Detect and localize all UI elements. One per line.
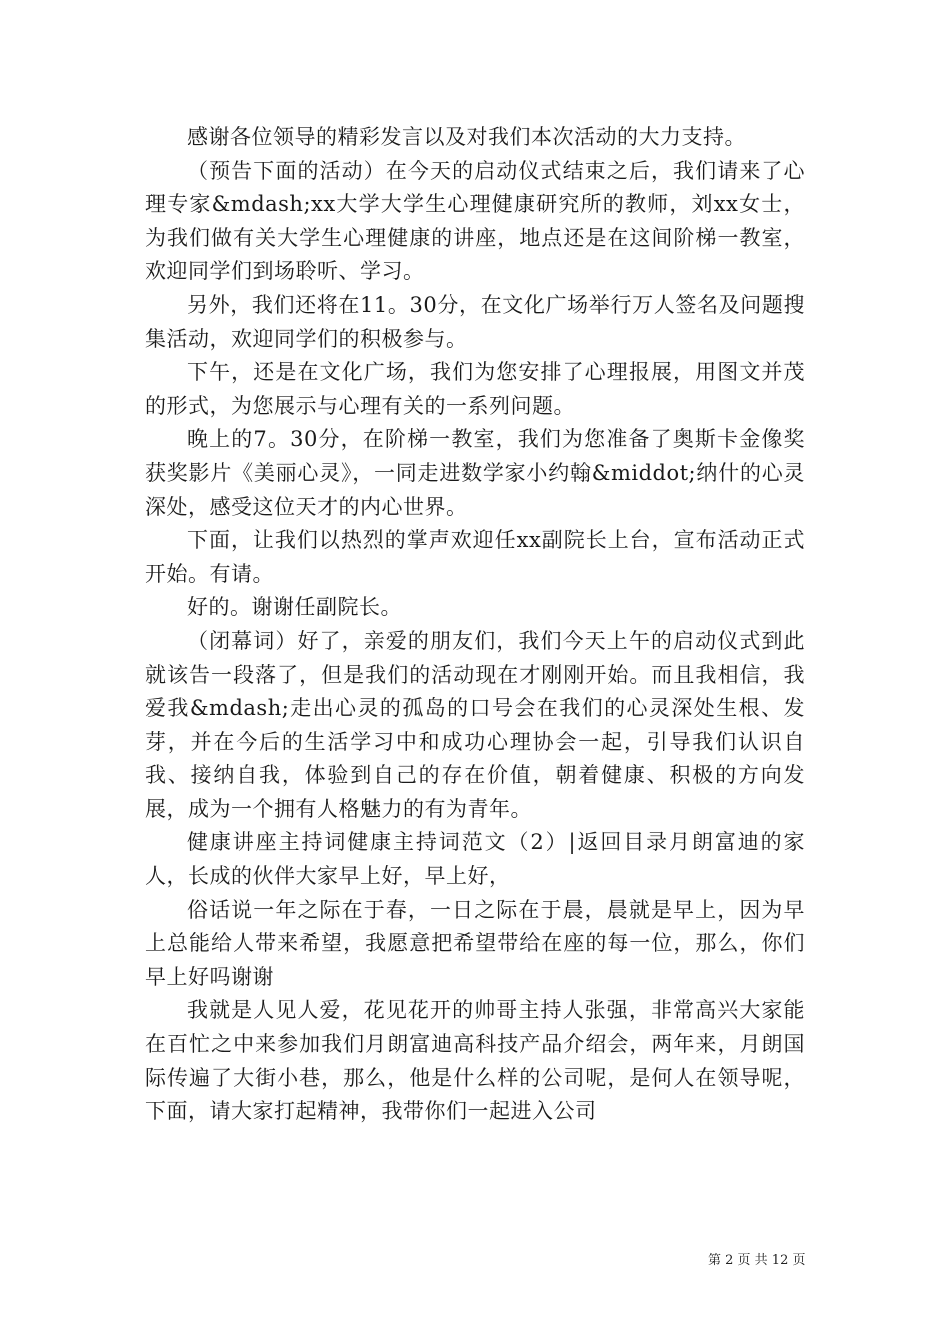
page-number-footer: 第 2 页 共 12 页 [708,1253,806,1268]
paragraph-afternoon-exhibit: 下午，还是在文化广场，我们为您安排了心理报展，用图文并茂的形式，为您展示与心理有关的一系列问题。 [145,360,805,418]
document-body [145,121,805,1129]
paragraph-host-intro: 我就是人见人爱，花见花开的帅哥主持人张强，非常高兴大家能在百忙之中来参加我们月朗富迪高科技产品介绍会，两年来，月朗国际传遍了大街小巷，那么，他是什么样的公司呢，是何人在领导呢，下面，请大家打起精神，我带你们一起进入公司 [145,998,805,1124]
paragraph-invite-dean: 下面，让我们以热烈的掌声欢迎任xx副院长上台，宣布活动正式开始。有请。 [145,528,805,586]
paragraph-signature-activity: 另外，我们还将在11。30分，在文化广场举行万人签名及问题搜集活动，欢迎同学们的积极参与。 [145,292,805,351]
paragraph-lecture-preview: （预告下面的活动）在今天的启动仪式结束之后，我们请来了心理专家&mdash;xx大学大学生心理健康研究所的教师，刘xx女士，为我们做有关大学生心理健康的讲座，地点还是在这间阶梯一教室，欢迎同学们到场聆听、学习。 [145,158,805,284]
paragraph-thank-dean: 好的。谢谢任副院长。 [187,595,402,620]
paragraph-thanks: 感谢各位领导的精彩发言以及对我们本次活动的大力支持。 [187,125,746,149]
paragraph-closing-speech: （闭幕词）好了，亲爱的朋友们，我们今天上午的启动仪式到此就该告一段落了，但是我们的活动现在才刚刚开始。而且我相信，我爱我&mdash;走出心灵的孤岛的口号会在我们的心灵深处生根、发芽，并在今后的生活学习中和成功心理协会一起，引导我们认识自我、接纳自我，体验到自己的存在价值，朝着健康、积极的方向发展，成为一个拥有人格魅力的有为青年。 [145,628,805,821]
paragraph-sample-heading: 健康讲座主持词健康主持词范文（2）|返回目录月朗富迪的家人，长成的伙伴大家早上好，早上好， [145,830,805,889]
paragraph-evening-film: 晚上的7。30分，在阶梯一教室，我们为您准备了奥斯卡金像奖获奖影片《美丽心灵》，一同走进数学家小约翰&middot;纳什的心灵深处，感受这位天才的内心世界。 [145,427,805,519]
paragraph-morning-greeting: 俗话说一年之际在于春，一日之际在于晨，晨就是早上，因为早上总能给人带来希望，我愿意把希望带给在座的每一位，那么，你们早上好吗谢谢 [145,897,805,989]
